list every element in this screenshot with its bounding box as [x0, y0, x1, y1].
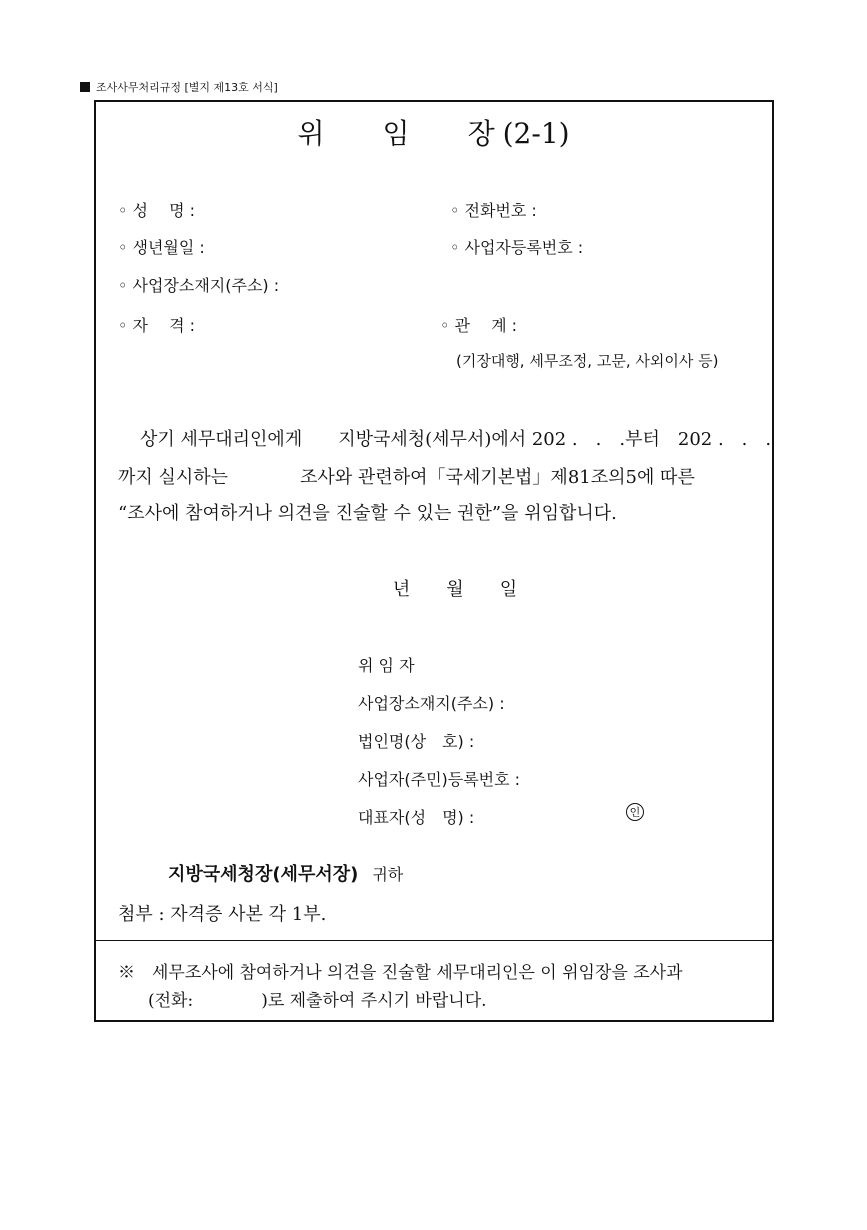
form-reference-text: 조사사무처리규정 [별지 제13호 서식]	[96, 81, 278, 94]
field-business-reg-no: ◦ 사업자등록번호 :	[450, 238, 584, 257]
date-line	[0, 575, 867, 601]
title-char-2: 임	[382, 117, 410, 150]
square-bullet-icon	[80, 82, 90, 92]
attachment-note: 첨부 : 자격증 사본 각 1부.	[118, 904, 327, 925]
document-title	[0, 112, 867, 152]
field-qualification: ◦ 자 격 :	[118, 316, 195, 335]
body-line-2: 까지 실시하는 조사와 관련하여「국세기본법」제81조의5에 따른	[118, 467, 695, 488]
title-char-3: 장	[467, 117, 495, 150]
title-char-1: 위	[297, 117, 325, 150]
delegator-address: 사업장소재지(주소) :	[358, 694, 505, 713]
addressee	[168, 860, 403, 886]
body-line-1: 상기 세무대리인에게 지방국세청(세무서)에서 202 . . .부터 202 . . .	[140, 429, 772, 450]
field-phone: ◦ 전화번호 :	[450, 201, 537, 220]
delegator-heading: 위 임 자	[358, 656, 415, 675]
field-relation: ◦ 관 계 :	[440, 316, 517, 335]
field-business-address: ◦ 사업장소재지(주소) :	[118, 276, 280, 295]
title-suffix: (2-1)	[502, 117, 570, 150]
date-month: 월	[446, 579, 464, 600]
body-line-3: “조사에 참여하거나 의견을 진술할 수 있는 권한”을 위임합니다.	[118, 503, 617, 524]
notice-line-1: ※ 세무조사에 참여하거나 의견을 진술할 세무대리인은 이 위임장을 조사과	[118, 963, 683, 983]
form-reference-header	[80, 79, 278, 95]
seal-mark: 인	[626, 803, 644, 821]
field-relation-note: (기장대행, 세무조정, 고문, 사외이사 등)	[456, 352, 719, 370]
notice-line-2: (전화: )로 제출하여 주시기 바랍니다.	[148, 991, 487, 1011]
delegator-corp-name: 법인명(상 호) :	[358, 732, 475, 751]
addressee-name: 지방국세청장(세무서장)	[168, 864, 359, 885]
addressee-suffix: 귀하	[372, 865, 404, 884]
delegator-rep-name: 대표자(성 명) :	[358, 808, 475, 827]
date-year: 년	[392, 579, 411, 600]
field-name: ◦ 성 명 :	[118, 201, 195, 220]
delegator-reg-no: 사업자(주민)등록번호 :	[358, 770, 521, 789]
notice-divider	[94, 940, 774, 941]
field-birthdate: ◦ 생년월일 :	[118, 238, 205, 257]
date-day: 일	[499, 579, 518, 600]
